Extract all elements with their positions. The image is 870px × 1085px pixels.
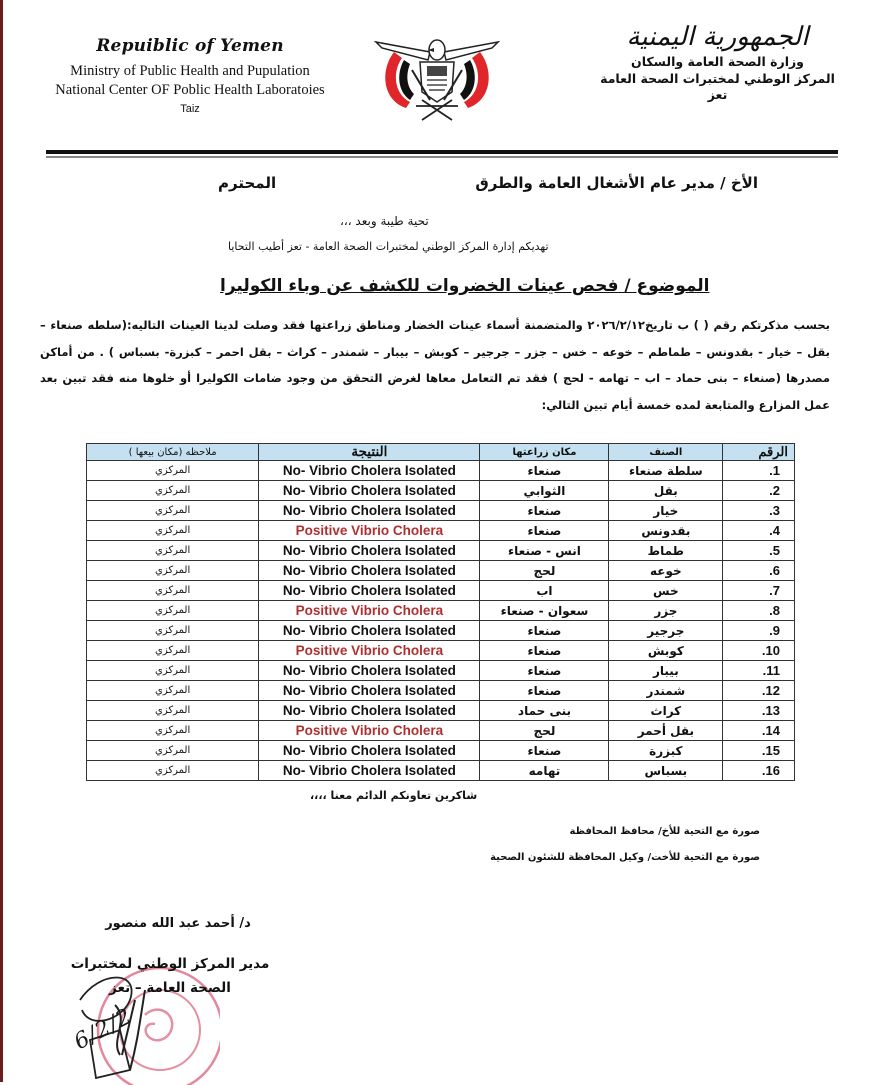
cc-line: صورة مع التحية للأخت/ وكيل المحافظة للشئون الصحية: [490, 852, 760, 863]
row-place: بنى حماد: [480, 701, 609, 721]
row-num: .3: [723, 501, 795, 521]
cc-line: صورة مع التحية للأخ/ محافظ المحافظة: [569, 826, 760, 837]
country-name-ar: الجمهورية اليمنية: [626, 22, 809, 52]
row-place: صنعاء: [480, 521, 609, 541]
table-row: [87, 481, 795, 501]
row-num: .4: [723, 521, 795, 541]
row-place: لحج: [480, 561, 609, 581]
row-num: .16: [723, 761, 795, 781]
row-result: No- Vibrio Cholera Isolated: [259, 501, 480, 521]
row-result: No- Vibrio Cholera Isolated: [259, 621, 480, 641]
subject-line: الموضوع / فحص عينات الخضروات للكشف عن وباء الكوليرا: [220, 276, 710, 296]
row-num: .12: [723, 681, 795, 701]
row-note: المركزي: [87, 701, 259, 721]
row-note: المركزي: [87, 501, 259, 521]
row-item: بقدونس: [609, 521, 723, 541]
table-row: [87, 761, 795, 781]
row-place: سعوان - صنعاء: [480, 601, 609, 621]
row-result: No- Vibrio Cholera Isolated: [259, 681, 480, 701]
ministry-name-ar: وزارة الصحة العامة والسكان: [631, 54, 804, 69]
header-place: مكان زراعتها: [480, 444, 609, 461]
row-place: صنعاء: [480, 681, 609, 701]
row-note: المركزي: [87, 761, 259, 781]
table-row: [87, 461, 795, 481]
row-item: بيبار: [609, 661, 723, 681]
table-row: [87, 741, 795, 761]
table-row: [87, 621, 795, 641]
row-num: .6: [723, 561, 795, 581]
row-result: No- Vibrio Cholera Isolated: [259, 761, 480, 781]
header-num: الرقم: [723, 444, 795, 461]
signatory-name: د/ أحمد عبد الله منصور: [105, 916, 251, 931]
row-num: .7: [723, 581, 795, 601]
row-place: تهامه: [480, 761, 609, 781]
row-note: المركزي: [87, 561, 259, 581]
row-note: المركزي: [87, 461, 259, 481]
row-item: جزر: [609, 601, 723, 621]
center-name-ar: المركز الوطني لمختبرات الصحة العامة: [600, 71, 835, 86]
row-note: المركزي: [87, 661, 259, 681]
row-num: .14: [723, 721, 795, 741]
row-item: بقل أحمر: [609, 721, 723, 741]
row-result: No- Vibrio Cholera Isolated: [259, 581, 480, 601]
row-place: لحج: [480, 721, 609, 741]
row-item: كوبش: [609, 641, 723, 661]
row-item: كراث: [609, 701, 723, 721]
header-divider-thin: [46, 156, 838, 158]
table-row: [87, 721, 795, 741]
table-row: [87, 681, 795, 701]
official-stamp-icon: [60, 960, 220, 1085]
row-result: No- Vibrio Cholera Isolated: [259, 461, 480, 481]
arabic-letterhead: [600, 22, 835, 102]
addressee: الأخ / مدير عام الأشغال العامة والطرق: [475, 174, 758, 192]
row-place: اب: [480, 581, 609, 601]
table-row: [87, 601, 795, 621]
table-row: [87, 501, 795, 521]
intro-line: تهديكم إدارة المركز الوطني لمختبرات الصحة العامة - تعز أطيب التحايا: [228, 240, 549, 253]
row-place: صنعاء: [480, 501, 609, 521]
table-header-row: [87, 444, 795, 461]
row-place: صنعاء: [480, 741, 609, 761]
row-place: صنعاء: [480, 641, 609, 661]
ministry-name-en: Ministry of Public Health and Pupulation: [70, 63, 310, 79]
row-item: شمندر: [609, 681, 723, 701]
table-row: [87, 701, 795, 721]
row-num: .13: [723, 701, 795, 721]
row-result: Positive Vibrio Cholera: [259, 641, 480, 661]
row-item: طماط: [609, 541, 723, 561]
row-result: No- Vibrio Cholera Isolated: [259, 561, 480, 581]
letter-body: بحسب مذكرتكم رقم ( ) ب تاريخ٢٠٢٦/٢/١٢ والمتضمنة أسماء عينات الخضار ومناطق زراعتها فقد وصلت لدينا العينات التاليه:(سلطه صنعاء – بقل – خيار - بقدونس – طماطم – خوعه – خس – جزر – جرجير – كوبش – بيبار – شمندر – كراث – بقل احمر – كبزرة- بسباس ) . من أماكن مصدرها (صنعاء – بنى حماد – اب – تهامه - لحج ) فقد تم التعامل معاها لغرض التحقق من وجود ضامات الكوليرا أو خلوها منه فقد تبين بعد عمل المزارع والمتابعة لمده خمسة أيام تبين التالي:: [40, 318, 830, 412]
row-item: بقل: [609, 481, 723, 501]
yemen-coat-of-arms-icon: [372, 30, 502, 130]
greeting: تحية طيبة وبعد ،،،: [340, 214, 429, 228]
row-note: المركزي: [87, 521, 259, 541]
country-name-en: Repuiblic of Yemen: [96, 36, 284, 56]
row-result: No- Vibrio Cholera Isolated: [259, 541, 480, 561]
table-row: [87, 661, 795, 681]
row-place: الثوابي: [480, 481, 609, 501]
row-place: صنعاء: [480, 621, 609, 641]
row-item: سلطة صنعاء: [609, 461, 723, 481]
table-row: [87, 521, 795, 541]
row-result: Positive Vibrio Cholera: [259, 601, 480, 621]
header-divider: [46, 150, 838, 154]
city-name-en: Taiz: [180, 103, 200, 115]
row-num: .1: [723, 461, 795, 481]
row-item: كبزرة: [609, 741, 723, 761]
header-note: ملاحظه (مكان بيعها ): [87, 444, 259, 461]
row-note: المركزي: [87, 481, 259, 501]
center-name-en: National Center OF Poblic Health Laboratoies: [55, 82, 325, 98]
row-num: .10: [723, 641, 795, 661]
row-item: بسباس: [609, 761, 723, 781]
row-num: .8: [723, 601, 795, 621]
row-note: المركزي: [87, 541, 259, 561]
header-result: النتيجة: [259, 444, 480, 461]
row-num: .15: [723, 741, 795, 761]
row-note: المركزي: [87, 581, 259, 601]
row-note: المركزي: [87, 641, 259, 661]
table-row: [87, 561, 795, 581]
row-result: Positive Vibrio Cholera: [259, 521, 480, 541]
row-item: خيار: [609, 501, 723, 521]
row-place: انس - صنعاء: [480, 541, 609, 561]
row-result: No- Vibrio Cholera Isolated: [259, 481, 480, 501]
row-note: المركزي: [87, 741, 259, 761]
city-name-ar: تعز: [707, 87, 728, 102]
row-result: Positive Vibrio Cholera: [259, 721, 480, 741]
row-num: .9: [723, 621, 795, 641]
row-note: المركزي: [87, 681, 259, 701]
results-table: [86, 443, 795, 781]
row-result: No- Vibrio Cholera Isolated: [259, 661, 480, 681]
table-row: [87, 541, 795, 561]
row-num: .5: [723, 541, 795, 561]
handwritten-date: 6/2/2: [70, 1003, 137, 1055]
table-row: [87, 641, 795, 661]
row-num: .11: [723, 661, 795, 681]
row-place: صنعاء: [480, 461, 609, 481]
row-result: No- Vibrio Cholera Isolated: [259, 701, 480, 721]
row-item: جرجير: [609, 621, 723, 641]
row-num: .2: [723, 481, 795, 501]
signatory-title: مدير المركز الوطني لمختبرات: [70, 956, 270, 972]
english-letterhead: [55, 36, 325, 115]
thanks-line: شاكرين تعاونكم الدائم معنا ،،،،: [310, 789, 478, 802]
table-row: [87, 581, 795, 601]
row-note: المركزي: [87, 721, 259, 741]
row-item: خوعه: [609, 561, 723, 581]
signatory-title: الصحة العامة – تعز: [109, 980, 231, 996]
header-item: الصنف: [609, 444, 723, 461]
row-result: No- Vibrio Cholera Isolated: [259, 741, 480, 761]
row-item: خس: [609, 581, 723, 601]
row-note: المركزي: [87, 601, 259, 621]
page-edge: [0, 0, 3, 1082]
row-note: المركزي: [87, 621, 259, 641]
honorific: المحترم: [218, 174, 277, 192]
row-place: صنعاء: [480, 661, 609, 681]
